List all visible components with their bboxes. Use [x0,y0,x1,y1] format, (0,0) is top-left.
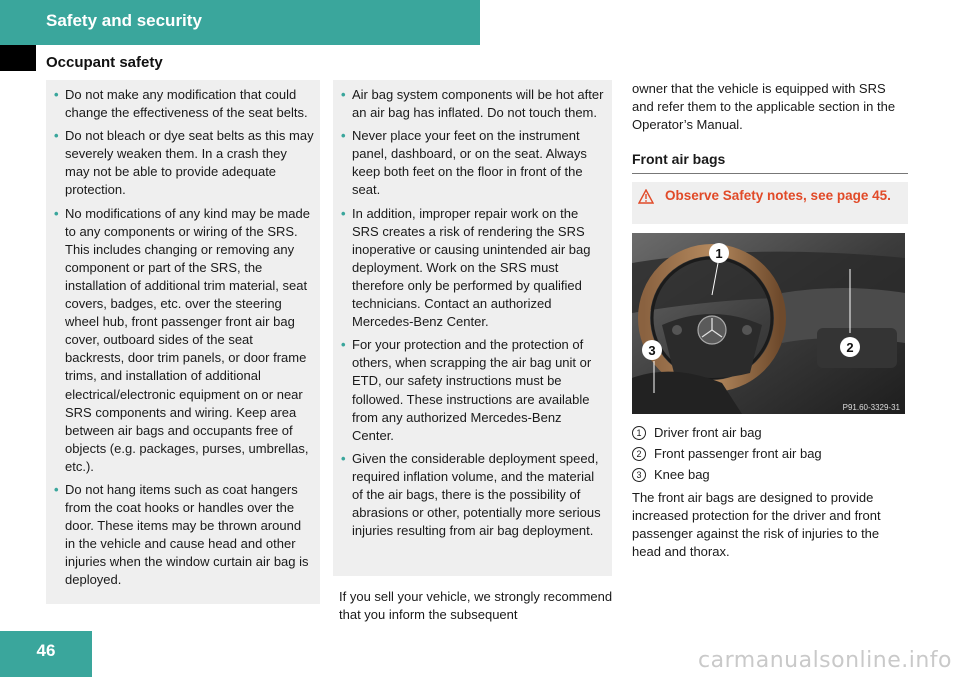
legend-label: Driver front air bag [654,425,762,441]
list-item [341,450,606,540]
callout-1 [709,243,729,263]
legend-item [632,466,908,484]
bullet-icon: • [341,128,346,144]
bullet-icon: • [54,481,59,497]
warning-box [632,182,908,224]
callout-2 [840,337,860,357]
bullet-text: Do not make any modification that could change the effectiveness of the seat belts. [65,87,308,121]
list-item [54,86,314,122]
safety-notes-box-1 [46,80,320,604]
list-item [341,127,606,199]
legend-label: Front passenger front air bag [654,446,822,462]
bullet-text: Do not hang items such as coat hangers from the coat hooks or handles over the door. These items may be thrown around in the vehicle and cause head and other injuries when the window curtain air bag is deployed. [65,481,309,588]
legend-item [632,445,908,463]
chapter-header [0,0,480,45]
bullet-icon: • [54,205,59,221]
bullet-icon: • [341,337,346,353]
bullet-text: Never place your feet on the instrument panel, dashboard, or on the seat. Always keep both feet on the floor in front of the seat. [352,128,587,198]
watermark: carmanualsonline.info [698,648,952,673]
subsection-heading: Front air bags [632,151,908,174]
list-item [54,481,314,590]
body-paragraph: owner that the vehicle is equipped with SRS and refer them to the applicable section in the Operator’s Manual. [632,81,896,133]
bullet-icon: • [54,128,59,144]
page-number: 46 [36,641,56,660]
photo-code: P91.60-3329-31 [842,403,900,413]
svg-text:2: 2 [846,340,854,356]
body-paragraph: If you sell your vehicle, we strongly recommend that you inform the subsequent [339,589,613,623]
list-item [341,86,606,122]
bullet-text: Do not bleach or dye seat belts as this may severely weaken them. In a crash they may not be able to provide adequate protection. [65,128,314,198]
bullet-text: For your protection and the protection of others, when scrapping the air bag unit or ETD, our safety instructions must be followed. These instructions are available from any authorized Mercedes-Benz Center. [352,337,592,443]
section-title: Occupant safety [46,54,163,71]
bullet-text: In addition, improper repair work on the SRS creates a risk of rendering the SRS inoperative or causing unintended air bag deployment. Work on the SRS must therefore only be performed by qualified technicians. Contact an authorized Mercedes-Benz Center. [352,205,591,330]
body-paragraph: The front air bags are designed to provide increased protection for the driver and front passenger against the risk of injuries to the head and thorax. [632,489,881,559]
bullet-icon: • [341,87,346,102]
front-air-bags-column [632,80,908,561]
list-item [54,127,314,199]
list-item [341,205,606,332]
svg-text:3: 3 [648,343,656,359]
bullet-icon: • [341,450,346,466]
warning-triangle-icon [638,189,654,204]
page-number-tab [0,631,92,677]
safety-notes-box-2 [333,80,612,576]
svg-text:1: 1 [715,246,723,262]
legend-number: 1 [632,426,646,440]
section-marker [0,45,36,71]
dashboard-illustration [632,233,905,414]
bullet-text: Air bag system components will be hot after an air bag has inflated. Do not touch them. [352,87,604,121]
photo-legend [632,424,908,484]
bullet-text: No modifications of any kind may be made to any components or wiring of the SRS. This includes changing or removing any component or part of the SRS, the installation of additional trim material, seat covers, badges, etc. over the steering wheel hub, front passenger front air bag cover, outboard sides of the seat backrests, door trim panels, or door frame trims, and installation of additional electrical/electronic equipment on or near SRS components and wiring. Keep area between air bags and occupants free of objects (e.g. packages, purses, umbrellas, etc.). [65,205,310,474]
callout-3 [642,340,662,360]
list-item [341,336,606,445]
list-item [54,205,314,476]
warning-text: Observe Safety notes, see page 45. [665,188,891,204]
bullet-icon: • [54,87,59,102]
bullet-icon: • [341,205,346,221]
legend-item [632,424,908,442]
legend-number: 3 [632,468,646,482]
bullet-text: Given the considerable deployment speed, required inflation volume, and the material of the air bags, there is the possibility of abrasions or other, potentially more serious injuries resulting from air bag deployment. [352,450,601,539]
chapter-title: Safety and security [46,11,202,30]
legend-label: Knee bag [654,467,710,483]
legend-number: 2 [632,447,646,461]
dashboard-photo [632,233,905,414]
